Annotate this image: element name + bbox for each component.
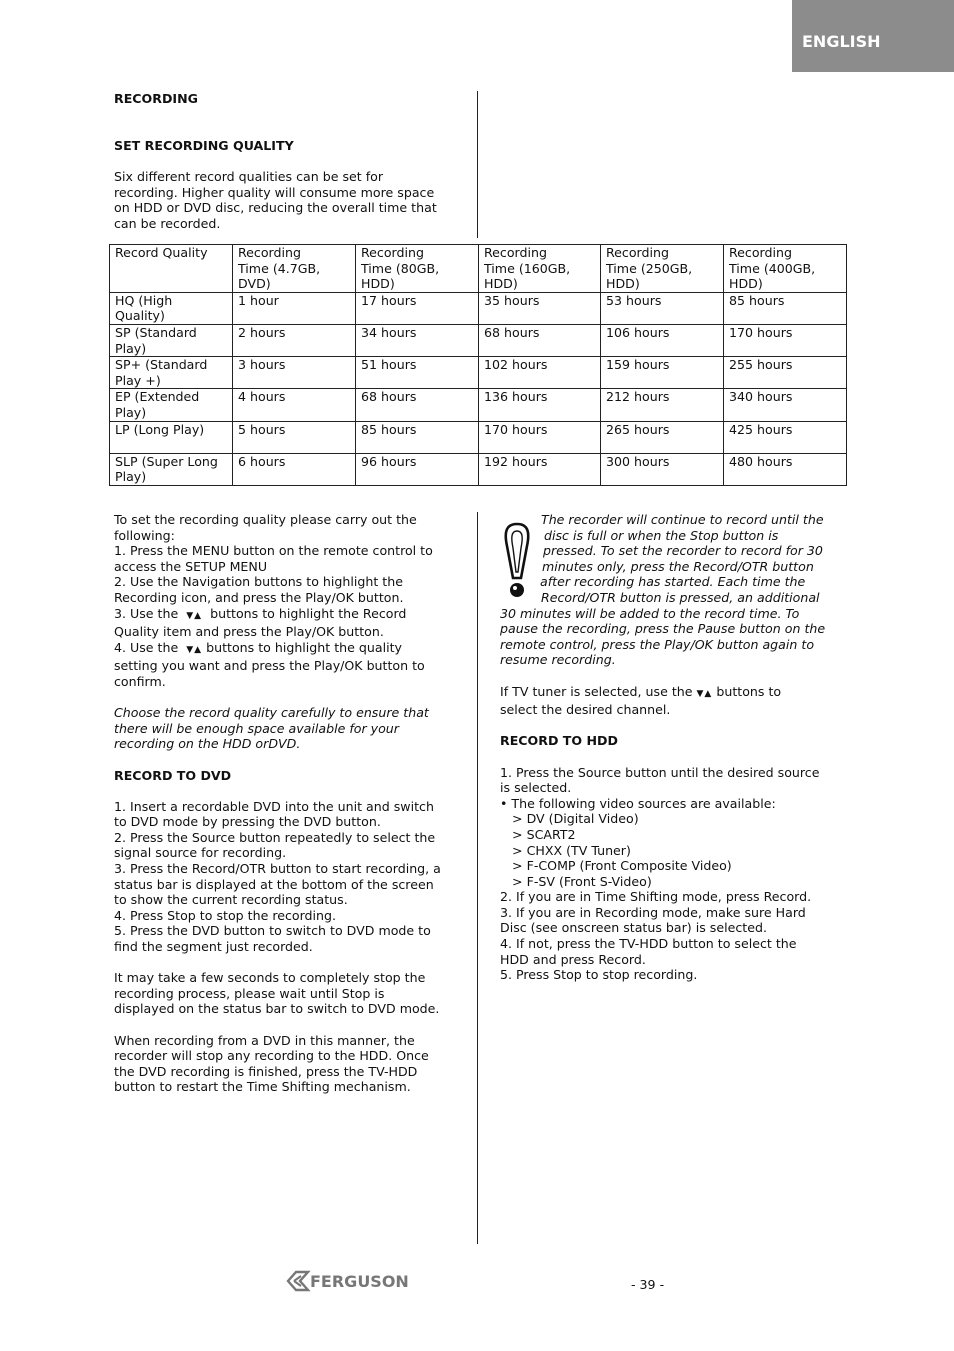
cell-line: EP (Extended: [115, 389, 200, 405]
steps-intro: To set the recording quality please carry out the following: 1. Press the MENU button on the remote control to access the SETUP MENU 2. Use the Navigation buttons to highlight the Recording icon, and press the Play/OK button.: [114, 512, 433, 605]
cell-line: 5 hours: [238, 421, 286, 437]
time-cell: [356, 421, 479, 453]
cell-line: Play): [115, 469, 147, 485]
time-cell: [479, 453, 601, 485]
cell-line: Play +): [115, 372, 161, 388]
time-cell: [356, 389, 479, 421]
cell-line: 170 hours: [729, 324, 793, 340]
cell-line: 6 hours: [238, 453, 286, 469]
time-cell: [233, 357, 356, 389]
step-4: 4. Use the ▼▲ buttons to highlight the quality: [114, 639, 402, 655]
table-header-row: [110, 245, 847, 293]
intro-line: can be recorded.: [114, 215, 221, 231]
intro-line: on HDD or DVD disc, reducing the overall time that: [114, 200, 437, 216]
record-to-hdd-heading: RECORD TO HDD: [500, 733, 618, 749]
quality-note: Choose the record quality carefully to ensure that there will be enough space available for your recording on the HDD orDVD.: [114, 705, 429, 752]
warning-tail: 30 minutes will be added to the record time. To pause the recording, press the Pause button on the remote control, press the Play/OK button again to resume recording.: [500, 605, 826, 668]
cell-line: 1 hour: [238, 292, 279, 308]
table-row: [110, 421, 847, 453]
language-tab: [792, 0, 954, 72]
cell-line: 340 hours: [729, 389, 793, 405]
cell-line: 96 hours: [361, 453, 417, 469]
column-divider-bottom: [477, 512, 478, 1244]
cell-line: HDD): [606, 276, 640, 292]
quality-cell: [110, 421, 233, 453]
recording-quality-table: [109, 244, 847, 486]
cell-line: Time (250GB,: [606, 260, 693, 276]
time-cell: [601, 357, 724, 389]
warning-line: disc is full or when the Stop button is: [544, 527, 779, 543]
down-up-arrows-icon: ▼▲: [186, 610, 203, 621]
time-cell: [479, 245, 601, 293]
time-cell: [601, 389, 724, 421]
time-cell: [479, 357, 601, 389]
page-number: - 39 -: [631, 1277, 665, 1292]
table-row: [110, 357, 847, 389]
time-cell: [601, 324, 724, 356]
table-row: [110, 292, 847, 324]
time-cell: [479, 292, 601, 324]
tuner-line-2: select the desired channel.: [500, 702, 671, 718]
time-cell: [356, 357, 479, 389]
section-heading: RECORDING: [114, 91, 198, 106]
time-cell: [724, 292, 847, 324]
warning-line: minutes only, press the Record/OTR button: [542, 558, 814, 574]
sub-heading: SET RECORDING QUALITY: [114, 138, 294, 153]
cell-line: HDD): [484, 276, 518, 292]
quality-cell: [110, 389, 233, 421]
cell-line: 17 hours: [361, 292, 417, 308]
cell-line: Recording: [361, 245, 424, 260]
cell-line: 136 hours: [484, 389, 548, 405]
cell-line: 2 hours: [238, 324, 286, 340]
time-cell: [479, 421, 601, 453]
cell-line: 68 hours: [361, 389, 417, 405]
time-cell: [601, 292, 724, 324]
cell-line: 68 hours: [484, 324, 540, 340]
time-cell: [479, 389, 601, 421]
cell-line: 170 hours: [484, 421, 548, 437]
time-cell: [601, 453, 724, 485]
cell-line: 425 hours: [729, 421, 793, 437]
ferguson-logo: [286, 1270, 436, 1292]
step-3: 3. Use the ▼▲ buttons to highlight the Record: [114, 605, 407, 621]
logo-text: FERGUSON: [310, 1272, 409, 1291]
cell-line: 85 hours: [361, 421, 417, 437]
time-cell: [233, 245, 356, 293]
warning-line: The recorder will continue to record until the: [541, 512, 824, 527]
table-row: [110, 389, 847, 421]
cell-line: 192 hours: [484, 453, 548, 469]
time-cell: [724, 389, 847, 421]
cell-line: SP+ (Standard: [115, 357, 208, 373]
down-up-arrows-icon: ▼▲: [186, 644, 203, 655]
time-cell: [724, 245, 847, 293]
cell-line: SP (Standard: [115, 324, 197, 340]
time-cell: [233, 453, 356, 485]
time-cell: [233, 421, 356, 453]
cell-line: Time (4.7GB,: [238, 260, 321, 276]
cell-line: 300 hours: [606, 453, 670, 469]
time-cell: [724, 421, 847, 453]
cell-line: Time (160GB,: [484, 260, 571, 276]
record-to-dvd-heading: RECORD TO DVD: [114, 767, 232, 783]
cell-line: 255 hours: [729, 357, 793, 373]
cell-line: Recording: [484, 245, 547, 260]
language-label: ENGLISH: [802, 32, 881, 51]
quality-cell: [110, 324, 233, 356]
hdd-steps: 1. Press the Source button until the desired source is selected. • The following video sources are available: > DV (Digital Video) > SCART2 > CHXX (TV Tuner) > F-COMP (Front Composite Video) > F-SV (Front S-Video) 2. If you are in Time Shifting mode, press Record. 3. If you are in Recording mode, make sure Hard Disc (see onscreen status bar) is selected. 4. If not, press the TV-HDD button to select the HDD and press Record. 5. Press Stop to stop recording.: [500, 764, 820, 983]
time-cell: [724, 357, 847, 389]
intro-paragraph: [114, 169, 474, 231]
cell-line: 212 hours: [606, 389, 670, 405]
cell-line: 85 hours: [729, 292, 785, 308]
down-up-arrows-icon: ▼▲: [696, 688, 713, 699]
time-cell: [233, 324, 356, 356]
exclamation-warning-icon: [502, 522, 532, 598]
right-column: [500, 512, 845, 983]
time-cell: [479, 324, 601, 356]
table-row: [110, 324, 847, 356]
time-cell: [724, 453, 847, 485]
cell-line: LP (Long Play): [115, 421, 205, 437]
cell-line: SLP (Super Long: [115, 453, 218, 469]
quality-cell: [110, 357, 233, 389]
time-cell: [724, 324, 847, 356]
quality-cell: [110, 245, 233, 293]
cell-line: HQ (High: [115, 292, 173, 308]
cell-line: Recording: [729, 245, 792, 260]
ferguson-logo-mark: [286, 1270, 436, 1292]
intro-line: Six different record qualities can be set for: [114, 169, 384, 184]
cell-line: Play): [115, 340, 147, 356]
time-cell: [233, 389, 356, 421]
quality-cell: [110, 292, 233, 324]
left-column: [114, 512, 474, 1095]
time-cell: [233, 292, 356, 324]
time-cell: [356, 245, 479, 293]
cell-line: 106 hours: [606, 324, 670, 340]
cell-line: 53 hours: [606, 292, 662, 308]
warning-line: pressed. To set the recorder to record for 30: [543, 543, 823, 559]
warning-line: after recording has started. Each time the: [540, 574, 806, 590]
time-cell: [601, 245, 724, 293]
cell-line: Recording: [606, 245, 669, 260]
time-cell: [601, 421, 724, 453]
cell-line: Time (80GB,: [361, 260, 440, 276]
dvd-paragraph-3: When recording from a DVD in this manner, the recorder will stop any recording to the HDD. Once the DVD recording is finished, press the TV-HDD button to restart the Time Shifting mechanism.: [114, 1032, 429, 1095]
cell-line: Record Quality: [115, 245, 208, 260]
warning-line: Record/OTR button is pressed, an additional: [541, 590, 820, 605]
cell-line: 159 hours: [606, 357, 670, 373]
cell-line: 480 hours: [729, 453, 793, 469]
cell-line: Time (400GB,: [729, 260, 816, 276]
cell-line: HDD): [361, 276, 395, 292]
intro-line: recording. Higher quality will consume more space: [114, 184, 435, 200]
cell-line: 102 hours: [484, 357, 548, 373]
cell-line: 3 hours: [238, 357, 286, 373]
cell-line: Play): [115, 404, 147, 420]
cell-line: HDD): [729, 276, 763, 292]
cell-line: 35 hours: [484, 292, 540, 308]
cell-line: 34 hours: [361, 324, 417, 340]
time-cell: [356, 324, 479, 356]
dvd-steps: 1. Insert a recordable DVD into the unit and switch to DVD mode by pressing the DVD button. 2. Press the Source button repeatedly to select the signal source for recording. 3. Press the Record/OTR button to start recording, a status bar is displayed at the bottom of the screen to show the current recording status. 4. Press Stop to stop the recording. 5. Press the DVD button to switch to DVD mode to find the segment just recorded.: [114, 798, 441, 955]
column-divider-top: [477, 91, 478, 238]
cell-line: Quality): [115, 308, 165, 324]
quality-cell: [110, 453, 233, 485]
cell-line: DVD): [238, 276, 271, 292]
dvd-paragraph-2: It may take a few seconds to completely stop the recording process, please wait until Stop is displayed on the status bar to switch to DVD mode.: [114, 970, 440, 1017]
cell-line: 265 hours: [606, 421, 670, 437]
cell-line: 51 hours: [361, 357, 417, 373]
step-3-line2: Quality item and press the Play/OK button.: [114, 624, 384, 640]
time-cell: [356, 292, 479, 324]
table-row: [110, 453, 847, 485]
tuner-line: If TV tuner is selected, use the ▼▲ buttons to: [500, 683, 782, 699]
time-cell: [356, 453, 479, 485]
warning-block: [500, 512, 845, 606]
step-4-rest: setting you want and press the Play/OK button to confirm.: [114, 658, 425, 689]
cell-line: Recording: [238, 245, 301, 260]
cell-line: 4 hours: [238, 389, 286, 405]
